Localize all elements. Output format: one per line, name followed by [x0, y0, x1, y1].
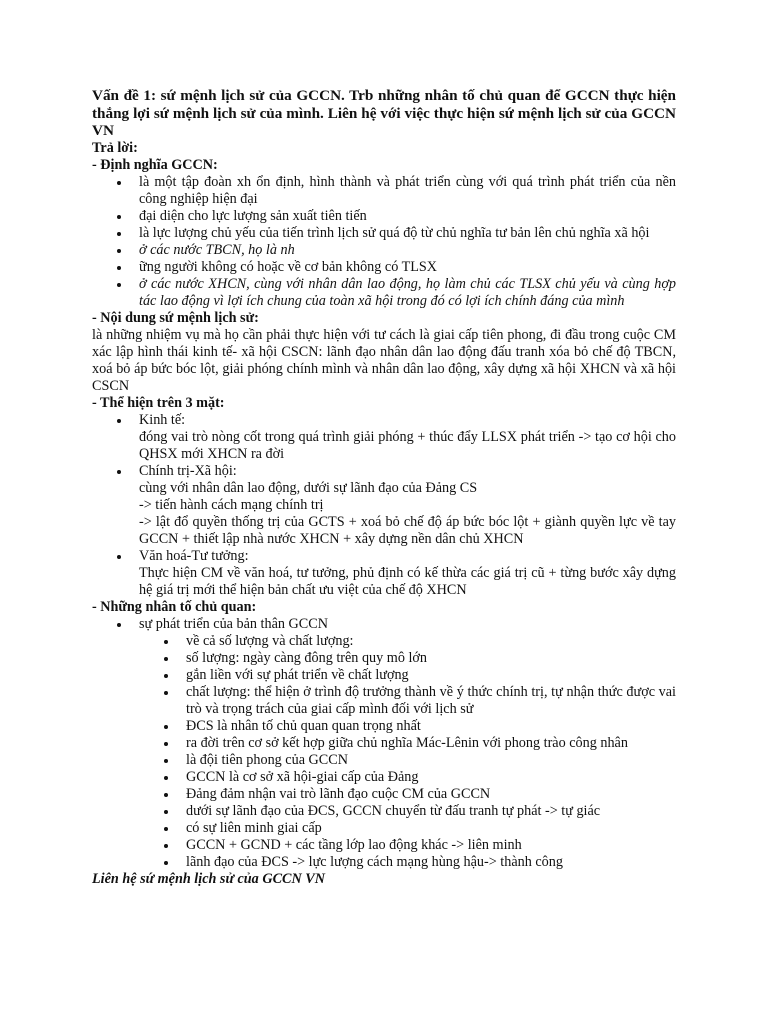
answer-label: Trả lời: — [92, 139, 138, 156]
list-item: GCCN là cơ sở xã hội-giai cấp của Đảng — [139, 769, 676, 786]
list-item: đại diện cho lực lượng sản xuất tiên tiến — [92, 208, 676, 225]
aspect-label: Chính trị-Xã hội: — [139, 462, 237, 479]
list-item — [92, 616, 676, 871]
definition-list — [92, 174, 676, 310]
aspect-politics — [92, 463, 676, 548]
list-item — [92, 276, 676, 310]
list-item: ra đời trên cơ sở kết hợp giữa chủ nghĩa Mác-Lênin với phong trào công nhân — [139, 735, 676, 752]
list-item: Đảng đảm nhận vai trò lãnh đạo cuộc CM của GCCN — [139, 786, 676, 803]
definition-heading: - Định nghĩa GCCN: — [92, 156, 218, 173]
aspect-line: cùng với nhân dân lao động, dưới sự lãnh đạo của Đảng CS — [139, 479, 478, 496]
list-item: về cả số lượng và chất lượng: — [139, 633, 676, 650]
aspects-list — [92, 412, 676, 599]
subjective-sublist — [139, 633, 676, 871]
list-item: dưới sự lãnh đạo của ĐCS, GCCN chuyển từ đấu tranh tự phát -> tự giác — [139, 803, 676, 820]
aspect-label: Văn hoá-Tư tưởng: — [139, 547, 249, 564]
aspect-line: đóng vai trò nòng cốt trong quá trình giải phóng + thúc đẩy LLSX phát triển -> tạo cơ hội cho QHSX mới XHCN ra đời — [139, 428, 676, 462]
list-item: ĐCS là nhân tố chủ quan quan trọng nhất — [139, 718, 676, 735]
list-item: có sự liên minh giai cấp — [139, 820, 676, 837]
list-item: là một tập đoàn xh ổn định, hình thành và phát triển cùng với quá trình phát triển của nền công nghiệp hiện đại — [92, 174, 676, 208]
list-item: là lực lượng chủ yếu của tiến trình lịch sử quá độ từ chủ nghĩa tư bản lên chủ nghĩa xã hội — [92, 225, 676, 242]
document-page — [92, 87, 676, 888]
footer-heading: Liên hệ sứ mệnh lịch sử của GCCN VN — [92, 870, 325, 887]
italic-text: ở các nước XHCN, cùng với nhân dân lao động, họ làm chủ các TLSX chủ yếu và cùng hợp tác lao động vì lợi ích chung của toàn xã hội trong đó có lợi ích chính đáng của mình — [139, 275, 676, 309]
document-title: Vấn đề 1: sứ mệnh lịch sử của GCCN. Trb những nhân tố chủ quan để GCCN thực hiện thắng lợi sứ mệnh lịch sử của mình. Liên hệ với việc thực hiện sứ mệnh lịch sử của GCCN VN — [92, 87, 676, 139]
list-item: GCCN + GCND + các tầng lớp lao động khác -> liên minh — [139, 837, 676, 854]
list-item: gắn liền với sự phát triển về chất lượng — [139, 667, 676, 684]
list-item — [92, 242, 676, 259]
mission-text: là những nhiệm vụ mà họ cần phải thực hiện với tư cách là giai cấp tiên phong, đi đầu trong cuộc CM xác lập hình thái kinh tế- xã hội CSCN: lãnh đạo nhân dân lao động đấu tranh xóa bỏ chế độ TBCN, xoá bỏ áp bức bóc lột, giải phóng chính mình và nhân dân lao động, xây dựng xã hội XHCN và xã hội CSCN — [92, 326, 676, 394]
aspect-economy — [92, 412, 676, 463]
aspect-line: Thực hiện CM về văn hoá, tư tưởng, phủ định có kế thừa các giá trị cũ + từng bước xây dựng hệ giá trị mới thể hiện bản chất ưu việt của chế độ XHCN — [139, 564, 676, 598]
list-item: chất lượng: thể hiện ở trình độ trưởng thành về ý thức chính trị, tự nhận thức được vai trò và trọng trách của giai cấp mình đối với lịch sử — [139, 684, 676, 718]
aspect-culture — [92, 548, 676, 599]
subjective-heading: - Những nhân tố chủ quan: — [92, 598, 257, 615]
italic-text: ở các nước TBCN, họ là nh — [139, 241, 295, 258]
list-item: là đội tiên phong của GCCN — [139, 752, 676, 769]
list-item: số lượng: ngày càng đông trên quy mô lớn — [139, 650, 676, 667]
list-item: ững người không có hoặc về cơ bản không có TLSX — [92, 259, 676, 276]
subjective-list — [92, 616, 676, 871]
aspect-label: Kinh tế: — [139, 411, 186, 428]
aspect-line: -> lật đổ quyền thống trị của GCTS + xoá bỏ chế độ áp bức bóc lột + giành quyền lực về tay GCCN + thiết lập nhà nước XHCN + xây dựng nền dân chủ XHCN — [139, 513, 676, 547]
list-item: lãnh đạo của ĐCS -> lực lượng cách mạng hùng hậu-> thành công — [139, 854, 676, 871]
aspects-heading: - Thể hiện trên 3 mặt: — [92, 394, 225, 411]
aspect-line: -> tiến hành cách mạng chính trị — [139, 496, 324, 513]
mission-heading: - Nội dung sứ mệnh lịch sử: — [92, 309, 259, 326]
subjective-top-item: sự phát triển của bản thân GCCN — [139, 615, 328, 632]
